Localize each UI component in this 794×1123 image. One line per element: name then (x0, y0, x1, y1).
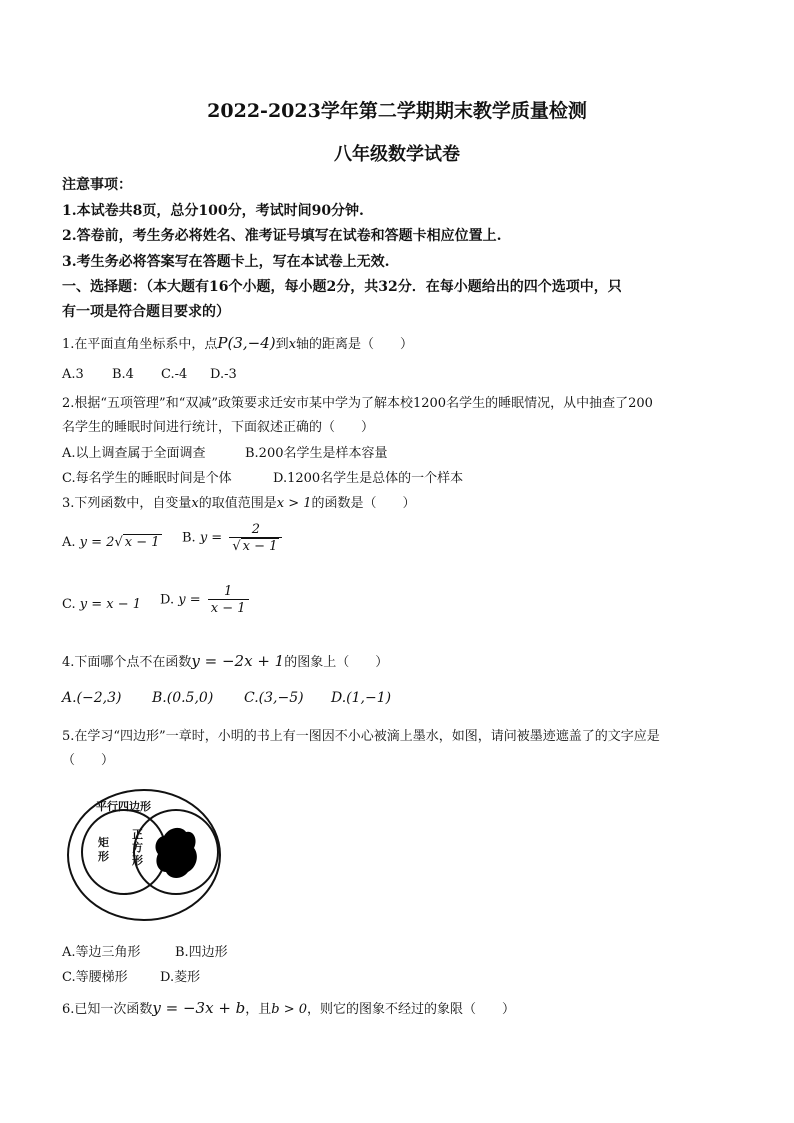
question-4 (62, 651, 388, 670)
q4-option-c: C.(3,−5) (244, 690, 304, 706)
q3-b-denominator: √ x − 1 (229, 537, 282, 554)
q3-option-c (62, 597, 141, 612)
q2-option-d: D.1200名学生是总体的一个样本 (273, 471, 464, 486)
q3-cond: x > 1 (276, 496, 312, 511)
q5-option-d: D.菱形 (160, 970, 201, 985)
q3-d-fraction (208, 584, 249, 616)
q3-option-d (160, 584, 249, 616)
q6-func: y = −3x + b (152, 999, 246, 1017)
q1-option-a: A.3 (62, 367, 84, 382)
left-label (98, 836, 109, 864)
q3-pre: 3.下列函数中，自变量 (62, 496, 192, 511)
q3-a-radicand: x − 1 (124, 535, 160, 550)
left-label-char-2: 形 (98, 850, 109, 863)
outer-label: 平行四边形 (96, 800, 151, 813)
q3-d-lhs: y = (178, 592, 201, 608)
q3-option-b (182, 522, 282, 554)
question-2-line-1: 2.根据“五项管理”和“双减”政策要求迁安市某中学为了解本校1200名学生的睡眠情况，从中抽查了200 (62, 396, 653, 411)
question-5-line-1: 5.在学习“四边形”一章时，小明的书上有一图因不小心被滴上墨水，如图，请问被墨迹遮盖了的文字应是 (62, 729, 660, 744)
page-title: 2022-2023学年第二学期期末教学质量检测 (207, 100, 587, 122)
q4-func: y = −2x + 1 (191, 652, 285, 670)
middle-label-char-3: 形 (132, 854, 143, 867)
q3-c-expr: y = x − 1 (79, 597, 142, 612)
q6-post: ，则它的图象不经过的象限（ ） (307, 1002, 516, 1017)
q3-b-fraction (229, 522, 282, 554)
q1-point: P(3,−4) (217, 334, 276, 352)
section-heading-line-1: 一、选择题：（本大题有16个小题，每小题2分，共32分．在每小题给出的四个选项中，只 (62, 279, 622, 295)
q4-pre: 4.下面哪个点不在函数 (62, 655, 192, 670)
q1-post: 轴的距离是（ ） (296, 337, 414, 352)
middle-label-char-2: 方 (132, 841, 143, 854)
q6-mid: ，且 (245, 1002, 272, 1017)
q2-option-a: A.以上调查属于全面调查 (62, 446, 206, 461)
q3-b-lhs: y = (199, 530, 223, 546)
left-label-char-1: 矩 (98, 836, 109, 849)
left-circle (82, 810, 166, 894)
q5-option-c: C.等腰梯形 (62, 970, 128, 985)
notes-heading: 注意事项： (62, 177, 132, 193)
middle-label (132, 828, 143, 867)
middle-label-char-1: 正 (132, 828, 143, 841)
q2-option-b: B.200名学生是样本容量 (245, 446, 388, 461)
notes-item-3: 3.考生务必将答案写在答题卡上，写在本试卷上无效. (62, 254, 390, 270)
q5-option-b: B.四边形 (175, 945, 228, 960)
q3-post: 的函数是（ ） (311, 496, 416, 511)
q3-c-label: C. (62, 597, 76, 612)
q3-a-label: A. (62, 535, 76, 550)
notes-item-1: 1.本试卷共8页，总分100分，考试时间90分钟. (62, 203, 364, 219)
venn-figure (66, 788, 222, 922)
question-2-line-2: 名学生的睡眠时间进行统计，下面叙述正确的（ ） (62, 420, 375, 435)
q1-mid: 到 (275, 337, 289, 352)
q1-pre: 1.在平面直角坐标系中，点 (62, 337, 218, 352)
q3-b-label: B. (182, 530, 196, 546)
q4-option-b: B.(0.5,0) (152, 690, 214, 706)
section-heading-line-2: 有一项是符合题目要求的） (62, 304, 230, 320)
question-5-line-2: （ ） (62, 753, 115, 768)
sqrt-sign: √ (114, 535, 123, 550)
notes-item-2: 2.答卷前，考生务必将姓名、准考证号填写在试卷和答题卡相应位置上. (62, 228, 502, 244)
page-subtitle: 八年级数学试卷 (334, 144, 460, 165)
q3-a-expr: y = 2 (79, 535, 115, 550)
q3-b-numerator: 2 (251, 522, 261, 537)
q4-post: 的图象上（ ） (284, 655, 389, 670)
q3-d-label: D. (160, 592, 175, 608)
q4-option-d: D.(1,−1) (331, 690, 392, 706)
q3-d-numerator: 1 (223, 584, 233, 599)
q1-option-b: B.4 (112, 367, 134, 382)
q3-b-radicand: x − 1 (242, 539, 278, 554)
q1-option-d: D.-3 (210, 367, 237, 382)
question-3 (62, 492, 416, 511)
q3-d-denominator: x − 1 (208, 599, 249, 616)
q4-option-a: A.(−2,3) (62, 690, 122, 706)
q1-option-c: C.-4 (161, 367, 188, 382)
q1-axis: x (288, 337, 296, 352)
q6-cond: b > 0 (271, 1002, 308, 1017)
q5-option-a: A.等边三角形 (62, 945, 141, 960)
q3-var: x (191, 496, 199, 511)
q2-option-c: C.每名学生的睡眠时间是个体 (62, 471, 232, 486)
q3-option-a (62, 535, 162, 550)
q6-pre: 6.已知一次函数 (62, 1002, 153, 1017)
q3-mid: 的取值范围是 (198, 496, 277, 511)
question-1 (62, 333, 413, 352)
question-6 (62, 998, 515, 1017)
